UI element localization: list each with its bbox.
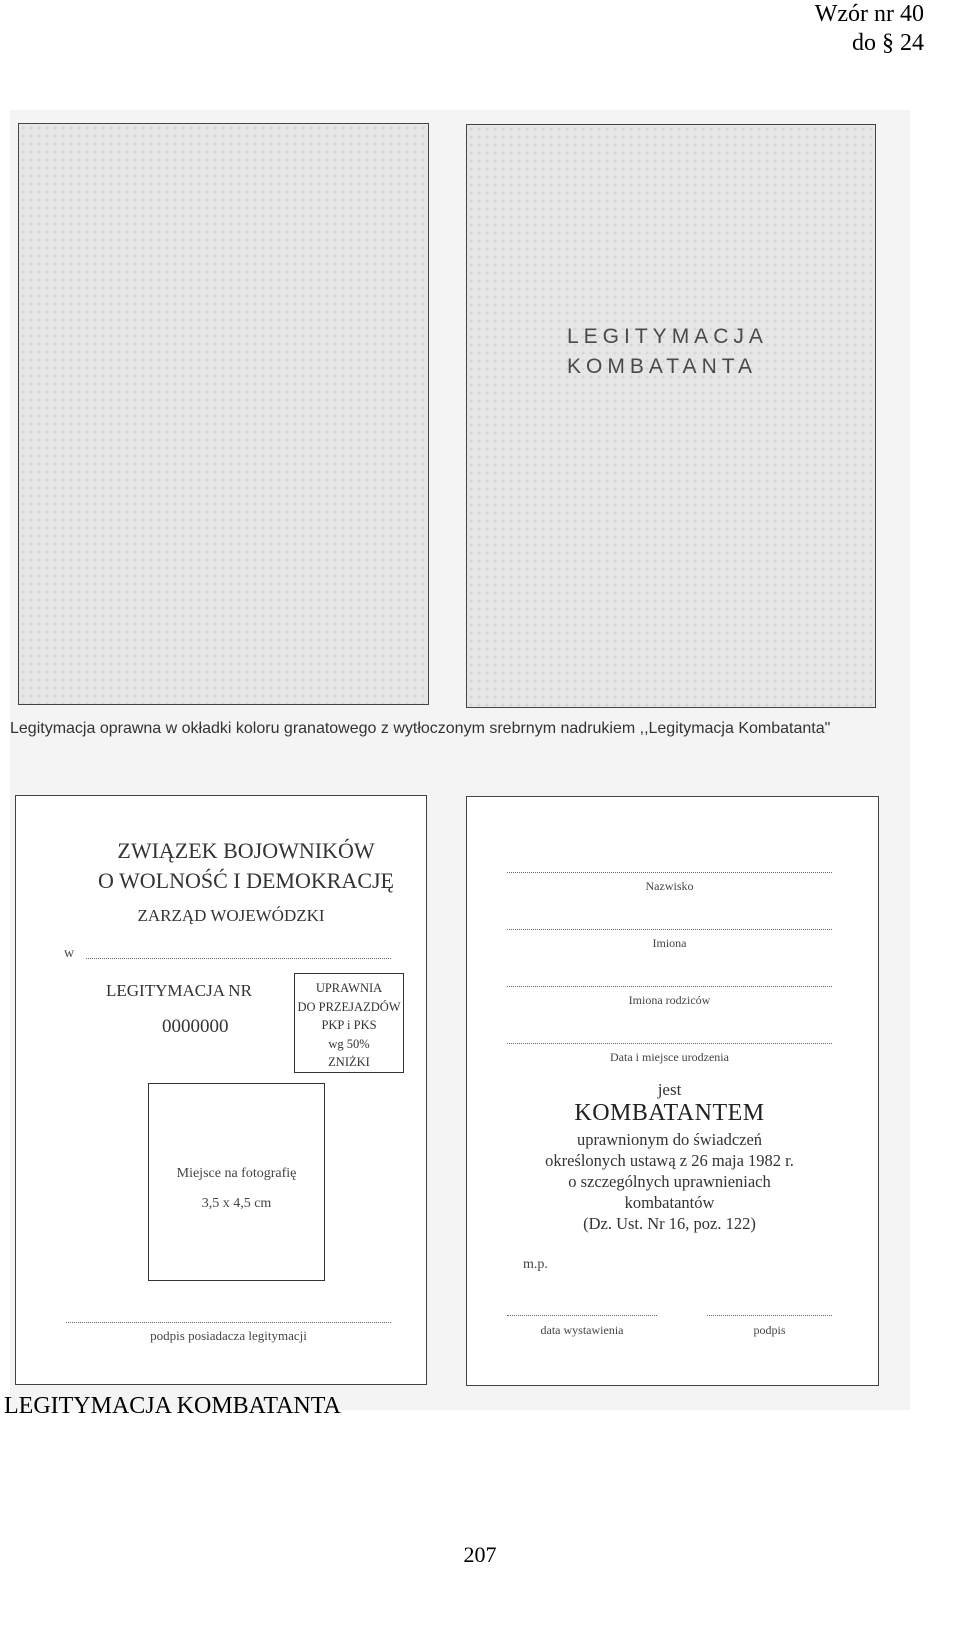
field-label-parents-names: Imiona rodziców [628,993,711,1007]
inner-right-page [466,796,879,1386]
document-title: LEGITYMACJA KOMBATANTA [4,1393,341,1419]
legitymacja-number: 0000000 [162,1016,229,1037]
privilege-line1: UPRAWNIA [315,981,383,995]
kombatantem-heading: KOMBATANTEM [574,1100,765,1126]
photo-size: 3,5 x 4,5 cm [201,1196,272,1211]
field-dotted-line [507,929,832,930]
law-line1: uprawnionym do świadczeń [576,1130,763,1149]
law-line4: kombatantów [624,1193,715,1212]
privilege-line3: PKP i PKS [321,1018,377,1032]
form-paragraph: do § 24 [852,30,924,56]
field-label-birth-date-place: Data i miejsce urodzenia [610,1050,729,1064]
issue-date-line [507,1315,657,1316]
holder-signature-label: podpis posiadacza legitymacji [150,1328,307,1343]
inner-left-page [15,795,427,1385]
law-line2: określonych ustawą z 26 maja 1982 r. [545,1151,794,1170]
signature-label: podpis [753,1323,786,1337]
field-label-first-names: Imiona [652,936,687,950]
stamp-place-label: m.p. [523,1257,548,1272]
legitymacja-nr-label: LEGITYMACJA NR [106,981,252,1000]
privilege-line5: ZNIŻKI [328,1055,370,1069]
law-line5: (Dz. Ust. Nr 16, poz. 122) [583,1214,756,1233]
signature-line [707,1315,832,1316]
privilege-line4: wg 50% [328,1036,370,1051]
union-name-line2: O WOLNOŚĆ I DEMOKRACJĘ [98,868,394,893]
location-label: w [64,946,75,961]
form-reference [815,0,924,58]
page-number: 207 [463,1542,497,1567]
field-dotted-line [507,986,832,987]
privilege-line2: DO PRZEJAZDÓW [297,999,401,1014]
photo-label: Miejsce na fotografię [176,1166,297,1181]
cover-title-panel [466,124,876,708]
issue-date-label: data wystawienia [540,1323,624,1337]
field-dotted-line [507,1043,832,1044]
privilege-box [294,973,404,1073]
holder-signature-line [66,1322,391,1323]
law-reference [497,1129,842,1234]
form-number: Wzór nr 40 [814,1,924,27]
cover-title [567,322,827,382]
location-dotted-line [86,958,391,959]
jest-text: jest [657,1080,682,1099]
law-line3: o szczególnych uprawnieniach [568,1172,771,1191]
cover-title-line2: KOMBATANTA [567,355,758,378]
field-dotted-line [507,872,832,873]
scanned-form-image [10,110,910,1410]
union-name [81,836,411,896]
cover-caption: Legitymacja oprawna w okładki koloru granatowego z wytłoczonym srebrnym nadrukiem ,,Legitymacja Kombatanta" [10,720,831,737]
cover-front-panel [18,123,429,705]
union-name-line1: ZWIĄZEK BOJOWNIKÓW [117,838,375,863]
field-label-surname: Nazwisko [645,879,694,893]
cover-title-line1: LEGITYMACJA [567,325,768,348]
board-name: ZARZĄD WOJEWÓDZKI [137,906,325,925]
photo-placeholder [148,1083,325,1281]
